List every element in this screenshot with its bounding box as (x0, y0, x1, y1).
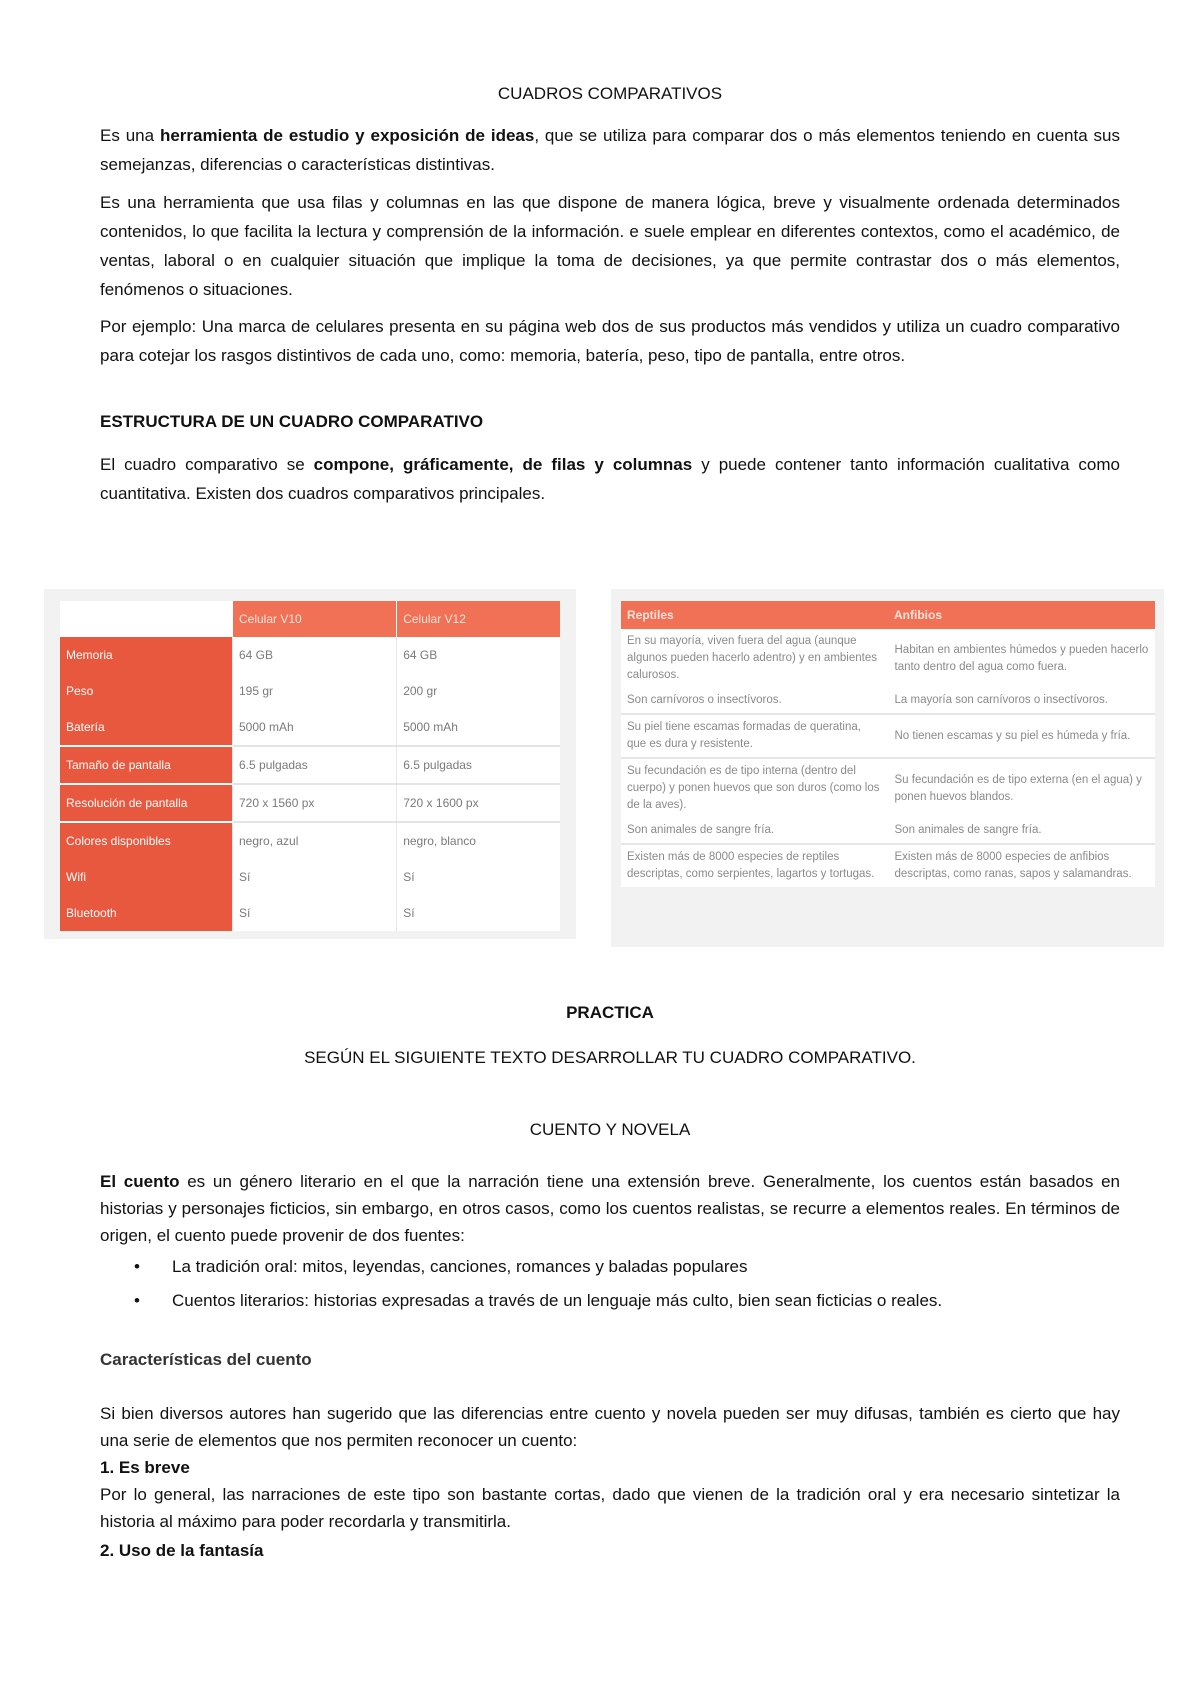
table-row (621, 629, 1155, 688)
row-label: Memoria (60, 637, 233, 673)
table-cell: 5000 mAh (397, 709, 560, 746)
estructura-text: El cuadro comparativo se (100, 455, 314, 474)
table-cell: Existen más de 8000 especies de reptiles descriptas, como serpientes, lagartos y tortugas. (621, 844, 888, 887)
table-row (621, 688, 1155, 714)
table-cell: Habitan en ambientes húmedos y pueden hacerlo tanto dentro del agua como fuera. (888, 629, 1155, 688)
table-cell: negro, blanco (397, 822, 560, 859)
item1-text: Por lo general, las narraciones de este tipo son bastante cortas, dado que vienen de la tradición oral y era necesario sintetizar la historia al máximo para poder recordarla y transmitirla. (100, 1485, 1120, 1531)
caracteristicas-title: Características del cuento (100, 1350, 312, 1369)
table-cell: En su mayoría, viven fuera del agua (aunque algunos pueden hacerlo adentro) y en ambientes calurosos. (627, 635, 877, 681)
table-row (60, 637, 560, 673)
table-cell: 6.5 pulgadas (397, 746, 560, 784)
table-row (621, 758, 1155, 818)
table-row (60, 822, 560, 859)
table-cell: negro, azul (233, 822, 397, 859)
page-title: CUADROS COMPARATIVOS (497, 84, 723, 103)
table-cell: 64 GB (233, 637, 397, 673)
caracteristicas-intro: Si bien diversos autores han sugerido que las diferencias entre cuento y novela pueden ser muy difusas, también es cierto que hay una serie de elementos que nos permiten reconocer un cuento: (100, 1404, 1120, 1450)
table-cell: Son animales de sangre fría. (627, 824, 775, 836)
animal-comparison-table (621, 601, 1155, 887)
item2-title: 2. Uso de la fantasía (100, 1541, 264, 1560)
cuento-paragraph (100, 1168, 1120, 1249)
table-cell: Son carnívoros o insectívoros. (627, 694, 782, 706)
bullet-icon: • (134, 1291, 140, 1310)
bullet-icon: • (134, 1257, 140, 1276)
table-header-cell: Anfibios (888, 601, 1155, 629)
list-item-text: Cuentos literarios: historias expresadas a través de un lenguaje más culto, bien sean ficticias o reales. (172, 1291, 943, 1310)
intro-p1-text: Es una (100, 126, 160, 145)
item1-title: 1. Es breve (100, 1458, 190, 1477)
table-cell: Su piel tiene escamas formadas de queratina, que es dura y resistente. (621, 714, 888, 758)
table-cell: 6.5 pulgadas (233, 746, 397, 784)
table-cell: Son animales de sangre fría. (888, 818, 1155, 844)
table-row (60, 784, 560, 822)
table-row (621, 714, 1155, 758)
table-cell: 200 gr (397, 673, 560, 709)
intro-p1-bold: herramienta de estudio y exposición de ideas (159, 126, 535, 145)
estructura-paragraph (100, 450, 1120, 508)
list-item (100, 1253, 942, 1287)
intro-paragraph-3: Por ejemplo: Una marca de celulares presenta en su página web dos de sus productos más vendidos y utiliza un cuadro comparativo para cotejar los rasgos distintivos de cada uno, como: memoria, batería, peso, tipo de pantalla, entre otros. (100, 317, 1120, 365)
table-cell: Su fecundación es de tipo externa (en el agua) y ponen huevos blandos. (888, 758, 1155, 818)
table-header-cell: Celular V10 (233, 601, 397, 637)
phone-comparison-table (60, 601, 560, 931)
table-cell: La mayoría son carnívoros o insectívoros. (888, 688, 1155, 714)
table-cell: 720 x 1560 px (233, 784, 397, 822)
intro-paragraph-1 (100, 121, 1120, 179)
table-cell: Sí (397, 859, 560, 895)
animal-comparison-image (611, 589, 1164, 947)
table-row (621, 844, 1155, 887)
table-cell: 64 GB (397, 637, 560, 673)
row-label: Bluetooth (60, 895, 233, 931)
table-cell: 195 gr (233, 673, 397, 709)
row-label: Tamaño de pantalla (60, 746, 233, 784)
table-header-cell: Reptiles (621, 601, 888, 629)
table-cell: Sí (233, 895, 397, 931)
table-cell: Sí (397, 895, 560, 931)
table-cell: Su fecundación es de tipo interna (dentro del cuerpo) y ponen huevos que son duros (como los de la aves). (621, 758, 888, 818)
row-label: Batería (60, 709, 233, 746)
table-cell: 5000 mAh (233, 709, 397, 746)
list-item-text: La tradición oral: mitos, leyendas, canciones, romances y baladas populares (172, 1257, 748, 1276)
intro-p1-text-after: , que se utiliza para comparar dos o más elementos teniendo en cuenta sus semejanzas, diferencias o características distintivas. (100, 126, 1121, 174)
estructura-text-after: y puede contener tanto información cualitativa como cuantitativa. Existen dos cuadros comparativos principales. (100, 455, 1120, 503)
table-row (60, 859, 560, 895)
estructura-title: ESTRUCTURA DE UN CUADRO COMPARATIVO (100, 412, 484, 431)
table-row (621, 818, 1155, 844)
cuento-text: es un género literario en el que la narración tiene una extensión breve. Generalmente, los cuentos están basados en historias y personajes ficticios, sin embargo, en otros casos, como los cuentos realistas, se recurre a elementos reales. En términos de origen, el cuento puede provenir de dos fuentes: (100, 1172, 1120, 1245)
cuento-sources-list (100, 1253, 942, 1321)
table-header-row (60, 601, 560, 637)
table-cell: Sí (233, 859, 397, 895)
row-label: Colores disponibles (60, 822, 233, 859)
table-header-cell: Celular V12 (397, 601, 560, 637)
practica-title: PRACTICA (566, 1003, 654, 1022)
table-row (60, 709, 560, 746)
phone-comparison-image (44, 589, 576, 939)
estructura-bold: compone, gráficamente, de filas y columnas (313, 455, 693, 474)
table-header-cell (60, 601, 233, 637)
table-cell: 720 x 1600 px (397, 784, 560, 822)
intro-paragraph-2: Es una herramienta que usa filas y columnas en las que dispone de manera lógica, breve y visualmente ordenada determinados contenidos, lo que facilita la lectura y comprensión de la información. e suele emplear en diferentes contextos, como el académico, de ventas, laboral o en cualquier situación que implique la toma de decisiones, ya que permite contrastar dos o más elementos, fenómenos o situaciones. (100, 193, 1120, 299)
cuento-bold: El cuento (100, 1172, 180, 1191)
row-label: Resolución de pantalla (60, 784, 233, 822)
table-cell: Existen más de 8000 especies de anfibios descriptas, como ranas, sapos y salamandras. (888, 844, 1155, 887)
table-row (60, 673, 560, 709)
row-label: Wifi (60, 859, 233, 895)
list-item (100, 1287, 942, 1321)
table-row (60, 746, 560, 784)
row-label: Peso (60, 673, 233, 709)
table-row (60, 895, 560, 931)
table-header-row (621, 601, 1155, 629)
practica-instruction: SEGÚN EL SIGUIENTE TEXTO DESARROLLAR TU CUADRO COMPARATIVO. (304, 1048, 916, 1067)
practica-subtitle: CUENTO Y NOVELA (529, 1120, 691, 1139)
table-cell: No tienen escamas y su piel es húmeda y fría. (888, 714, 1155, 758)
